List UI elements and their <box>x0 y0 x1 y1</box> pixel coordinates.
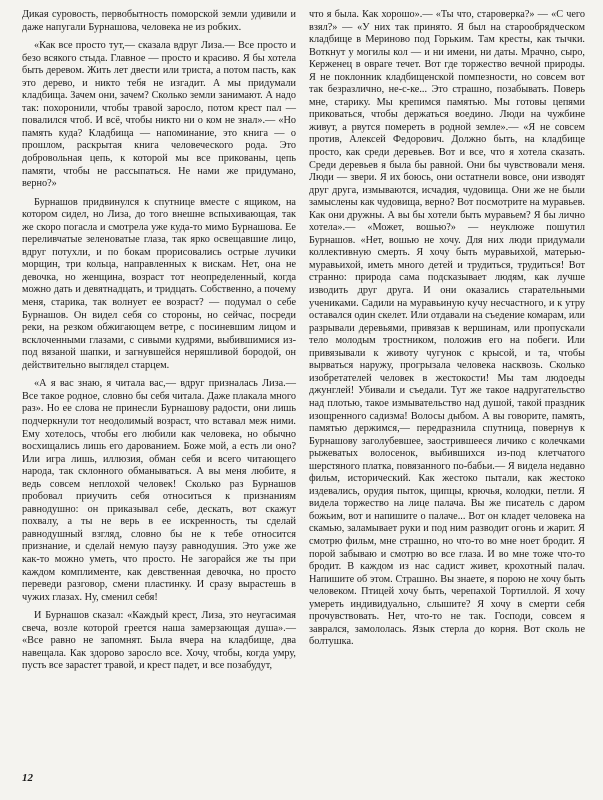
paragraph: «Как все просто тут,— сказала вдруг Лиза.— Все просто и безо всякого стыда. Главное — просто и красиво. Я бы хотела быть деревом. Жить лет двести или триста, а потом пасть, как это дерево, и никто тебя не изгадит. А мы придумали кладбища. Зачем они, зачем? Сколько земли занимают. А надо так: похоронили, чтобы травой заросло, потом крест пал — повалился чтоб. И всё, чтобы никто ни о ком не знал».— «Но память куда? Кладбища — напоминание, это книга — о прошлом, раскрытая книга человеческого рода. Это добровольная цепь, к которой мы все прикованы, цепь памяти, чтобы не рассыпаться. Не нами же придумано, верно?» <box>22 40 296 190</box>
paragraph: «А я вас знаю, я читала вас,— вдруг призналась Лиза.— Все такое родное, словно бы себя читала. Даже плакала много раз». Но ее слова не принесли Бурнашову радости, они лишь подчеркнули тот неодолимый возраст, что вставал меж ними. Ему хотелось, чтобы его любили как человека, но обычно восхищались лишь его дарованием. Боже мой, а есть ли оно? Или игра лишь, иллюзия, обман себя и всего читающего народа, так склонного обманываться. А вы меня любите, я ведь совсем неплохой человек! Сколько раз Бурнашов пробовал приучить себя относиться к признаниям равнодушно: он приказывал себе, дескать, вот скажут похвалу, а ты не верь в ее искренность, ты сделай равнодушный взгляд, словно бы не к тебе относится признание, и сделай немую паузу равнодушия. Это уже же как-то можно уметь, что просто. Не загорайся же ты при каждом комплименте, как девственная девочка, но просто переведи разговор, смени пластинку. И сразу вырастешь в чужих глазах. Ну, сменил себя! <box>22 378 296 603</box>
page-number: 12 <box>22 772 33 784</box>
right-text-column <box>309 9 585 649</box>
paragraph: что я была. Как хорошо».— «Ты что, староверка?» — «С чего взял?» — «У них так принято. Я был на старообрядческом кладбище в Мериново под Горьким. Там кресты, как тычки. Воткнут у могилы кол — и ни имени, ни даты. Мрачно, сыро, Керженец в овраге течет. Вот где торжество вечной природы. Я не поклонник кладбищенской помпезности, но совсем вот так безразлично, не-с-ке... Это страшно, позабывать. Поверь мне, старику. Мы крепимся памятью. Мы готовы цепями приковаться, чтобы держаться воедино. Люди на чужбине живут, а рвутся помереть в родной земле».— «Я не совсем против, Алексей Федорович. Должно быть, на кладбище просто, как среди деревьев. Вот и все, что я хотела сказать. Среди деревьев я была бы равной. Они бы чувствовали меня. Люди — звери. Я их боюсь, они остатнели вовсе, они изводят друг друга, измываются, исчадия, чудовища. Они же не были замыслены как чудовища, верно? Вот посмотрите на муравьев. Как они дружны. А вы бы хотели быть муравьем? Я бы лично хотела».— «Может, вошью?» — неуклюже пошутил Бурнашов. «Нет, вошью не хочу. Для них люди придумали коллективную смерть. Я хочу быть муравьихой, матерью-муравьихой, иметь много детей и трудиться, трудиться! Вот странно: природа сама подсказывает людям, как лучше изводить друг друга. И они оказались старательными учениками. Садили на муравьиную кучу несчастного, и к утру оставался один скелет. Или отдавали на съедение комарам, или разрывали деревьями, привязав к вершинам, или пропускали тело молодым тростником, положив его на побеги. Или привязывали к животу чугунок с крысой, и та, чтобы вырваться наружу, прогрызала человека насквозь. Сколько изобретателей человек в жестокости! Мы там людоеды джунглей! Убивали и съедали. Тут же такое надругательство над плотью, такое измывательство над душой, такой праздник изощренного садизма! Волосы дыбом. А вы говорите, память, памятью держимся,— передразнила спутница, повернув к Бурнашову заголубевшее, заострившееся личико с колечками рыжеватых волосенок, выбившихся из-под клетчатого шерстяного платка, повязанного по-бабьи.— Я видела недавно фильм, исторический. Как жестоко пытали, как жестоко издевались, орудия пыток, щипцы, крючья, колодки, петли. Я видела торжество на лице палача. Вы же писатель с даром божьим, вот и напишите о палаче... Вот он кладет человека на скамью, заламывает руки и под ним разводит огонь и жарит. Я смотрю фильм, мне страшно, но что-то во мне ноет бродит. Я порой забываю и смотрю во все глаза. И во мне тоже что-то бродит. В каждом из нас садист живет, крохотный палач. Напишите об этом. Страшно. Вы знаете, я порою не хочу быть человеком. Птицей хочу быть, черепахой Тортиллой. Я хочу умереть индивидуально, слышите? Я хочу в смерти себя прочувствовать. Нет, что-то не так. Господи, совсем я заврался, замололась. Язык стерла до корня. Вот сколь не болтушка. <box>309 9 585 648</box>
paragraph: И Бурнашов сказал: «Каждый крест, Лиза, это неугасимая свеча, возле которой греется наша замерзающая душа».— «Все равно не запомнят. Была вчера на кладбище, два навещала. Как здорово заросло все. Хочу, чтобы, когда умру, пусть все зарастет травой, и крест падет, и все позабудут, <box>22 610 296 672</box>
paragraph: Бурнашов придвинулся к спутнице вместе с ящиком, на котором сидел, но Лиза, до того внешне вспыхивающая, так же скоро погасла и смотрела уже куда-то мимо Бурнашова. Ее переливчатые зеленоватые глаза, так ярко освещавшие лицо, вдруг потухли, и по бокам прорисовались острые лучики морщин, три кольца, направленных к вискам. Нет, она не девочка, но женщина, возраст тот неопределенный, когда можно дать и девятнадцать, и тридцать. Собственно, а почему меня, старика, так волнует ее возраст? — подумал о себе Бурнашов. Он видел себя со стороны, но сейчас, посреди реки, на резком обжигающем ветре, с посиневшим лицом и всклоченными глазами, с сивыми кудрями, выбившимися из-под вязаной шапки, и загнувшейся неряшливой бородой, он действительно выглядел старцем. <box>22 196 296 371</box>
left-text-column <box>22 9 296 673</box>
paragraph: Дикая суровость, первобытность поморской земли удивили и даже напугали Бурнашова, человека не из робких. <box>22 9 296 33</box>
